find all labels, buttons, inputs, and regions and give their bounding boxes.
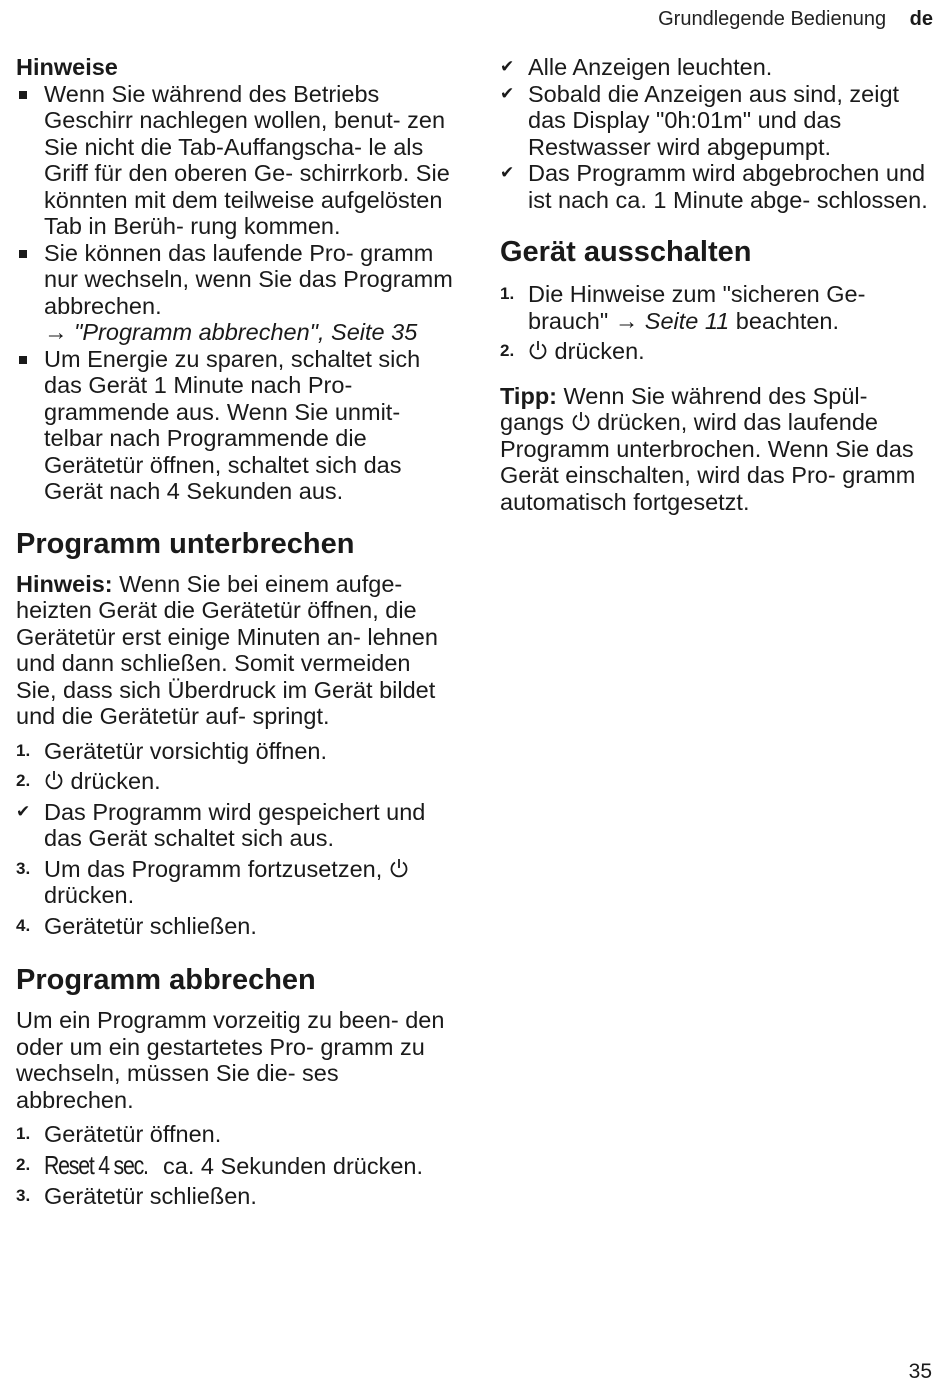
- right-column: [500, 54, 930, 515]
- hinweise-heading: Hinweise: [16, 54, 118, 80]
- step-text: Gerätetür schließen.: [44, 1183, 257, 1209]
- result-text: Sobald die Anzeigen aus sind, zeigt das Display "0h:01m" und das Restwasser wird abgepumpt.: [528, 80, 900, 160]
- power-icon: [389, 857, 409, 879]
- unterbrechen-steps: [16, 738, 456, 940]
- step-item: [500, 281, 930, 334]
- checkmark-icon: ✔: [16, 801, 31, 821]
- result-text: Das Programm wird abgebrochen und ist nach ca. 1 Minute abge- schlossen.: [528, 160, 928, 213]
- hinweis-text-3: Um Energie zu sparen, schaltet sich das Gerät 1 Minute nach Pro- grammende aus. Wenn Sie unmit- telbar nach Programmende die Gerätetür öffnen, schaltet sich das Gerät nach 4 Sekunden aus.: [44, 345, 421, 504]
- step-text: Die Hinweise zum "sicheren Ge- brauch" →: [528, 281, 866, 334]
- hint-text: Wenn Sie bei einem aufge- heizten Gerät die Gerätetür öffnen, die Gerätetür erst einige Minuten an- lehnen und dann schließen. Somit vermeiden Sie, dass sich Überdruck im Gerät bildet und die Gerätetür auf- springt.: [16, 570, 438, 729]
- result-item: [500, 160, 930, 213]
- power-icon: [44, 769, 64, 791]
- power-icon: [571, 410, 591, 432]
- step-text-cont: drücken.: [44, 882, 135, 908]
- language-code: de: [909, 8, 933, 30]
- step-text: drücken.: [70, 768, 161, 794]
- tipp-label: Tipp:: [500, 382, 557, 409]
- step-text: Gerätetür schließen.: [44, 912, 257, 939]
- square-bullet-icon: [19, 91, 27, 99]
- step-item: [500, 338, 930, 365]
- square-bullet-icon: [19, 356, 27, 364]
- power-icon: [528, 339, 548, 361]
- step-item: [16, 856, 456, 909]
- result-text: Das Programm wird gespeichert und das Gerät schaltet sich aus.: [44, 798, 426, 851]
- checkmark-icon: ✔: [500, 163, 515, 182]
- step-number: 2.: [16, 1154, 31, 1174]
- step-text: Gerätetür öffnen.: [44, 1121, 222, 1147]
- step-item: [16, 768, 456, 795]
- page-reference-link[interactable]: Seite 11: [644, 307, 730, 334]
- page-number: 35: [908, 1360, 932, 1383]
- step-number: 1.: [500, 284, 515, 303]
- section-heading-unterbrechen: Programm unterbrechen: [16, 527, 355, 560]
- hinweis-text-1: Wenn Sie während des Betriebs Geschirr nachlegen wollen, benut- zen Sie nicht die Tab-Auffangscha- le als Griff für den oberen Ge- schirrkorb. Sie könnten mit dem teilweise aufgelösten Tab in Berüh- rung kommen.: [44, 80, 450, 239]
- hinweis-item-1: [16, 81, 456, 240]
- step-number: 1.: [16, 740, 31, 760]
- hinweis-text-2: Sie können das laufende Pro- gramm nur wechseln, wenn Sie das Programm abbrechen.: [44, 239, 453, 319]
- step-item: [16, 1149, 456, 1180]
- section-heading-abbrechen: Programm abbrechen: [16, 964, 316, 996]
- abbrechen-steps: [16, 1121, 456, 1210]
- step-number: 1.: [16, 1124, 31, 1143]
- square-bullet-icon: [19, 250, 27, 258]
- step-item: [16, 1121, 456, 1148]
- ausschalten-steps: [500, 281, 930, 365]
- hint-label: Hinweis:: [16, 570, 113, 597]
- step-text: drücken.: [554, 338, 645, 364]
- hinweis-item-2: [16, 240, 456, 346]
- tipp-paragraph: [500, 383, 930, 516]
- step-number: 3.: [16, 1186, 31, 1205]
- abbrechen-text: Um ein Programm vorzeitig zu been- den oder um ein gestartetes Pro- gramm zu wechseln, müssen Sie die- ses abbrechen.: [16, 1007, 445, 1113]
- tipp-text: Wenn Sie während des Spül- gangs: [500, 382, 868, 435]
- checkmark-icon: ✔: [500, 57, 515, 76]
- checkmark-icon: ✔: [500, 83, 515, 103]
- reset-button-label: Reset 4 sec.: [44, 1149, 148, 1180]
- step-text-cont: beachten.: [735, 307, 840, 334]
- section-heading-ausschalten: Gerät ausschalten: [500, 236, 752, 268]
- step-number: 4.: [16, 915, 31, 935]
- step-item: [16, 913, 456, 940]
- step-number: 2.: [500, 341, 515, 360]
- running-header: [658, 8, 933, 31]
- step-number: 3.: [16, 858, 31, 878]
- result-item: [16, 799, 456, 852]
- section-name: Grundlegende Bedienung: [658, 8, 887, 30]
- left-column: [16, 54, 456, 1210]
- cross-reference-link[interactable]: → "Programm abbrechen", Seite 35: [44, 319, 418, 345]
- result-item: [500, 81, 930, 161]
- step-item: [16, 738, 456, 765]
- step-number: 2.: [16, 771, 31, 790]
- step-item: [16, 1183, 456, 1210]
- hinweis-item-3: [16, 346, 456, 505]
- unterbrechen-hint: [16, 571, 456, 730]
- result-item: [500, 54, 930, 81]
- step-text: Gerätetür vorsichtig öffnen.: [44, 737, 328, 764]
- step-text: ca. 4 Sekunden drücken.: [163, 1152, 424, 1179]
- result-text: Alle Anzeigen leuchten.: [528, 54, 773, 80]
- step-text: Um das Programm fortzusetzen,: [44, 855, 383, 882]
- tipp-text-cont: drücken, wird das laufende Programm unterbrochen. Wenn Sie das Gerät einschalten, wird das Pro- gramm automatisch fortgesetzt.: [500, 409, 916, 515]
